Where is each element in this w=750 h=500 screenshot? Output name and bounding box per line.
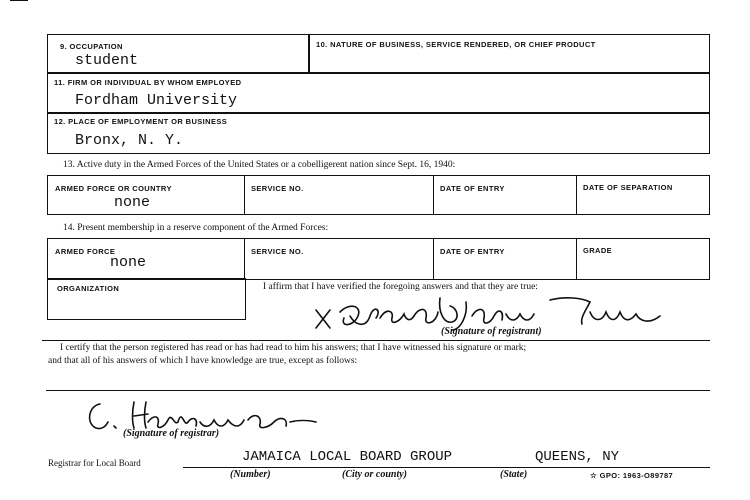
- place-of-employment-value: Bronx, N. Y.: [75, 132, 184, 149]
- q13-col-force: ARMED FORCE OR COUNTRY: [55, 184, 172, 193]
- q14-col-entry: DATE OF ENTRY: [440, 247, 505, 256]
- corner-mark: [10, 0, 28, 1]
- q14-col-divider-2: [433, 238, 434, 280]
- q13-force-value: none: [114, 194, 151, 211]
- signature-registrar-caption: (Signature of registrar): [123, 428, 220, 439]
- caption-city: (City or county): [342, 469, 407, 480]
- certify-line2: and that all of his answers of which I have knowledge are true, except as follows:: [48, 356, 358, 366]
- q14-col-divider-1: [244, 238, 245, 280]
- registrar-signature: [84, 398, 334, 432]
- q13-col-divider-1: [244, 175, 245, 215]
- gpo-note: ☆ GPO: 1963-O89787: [590, 471, 674, 480]
- q14-col-service: SERVICE NO.: [251, 247, 304, 256]
- except-line: [46, 390, 710, 391]
- certify-separator: [42, 340, 710, 341]
- signature-registrant-caption: (Signature of registrant): [441, 326, 542, 337]
- q13-col-service: SERVICE NO.: [251, 184, 304, 193]
- place-of-employment-label: 12. PLACE OF EMPLOYMENT OR BUSINESS: [54, 117, 228, 126]
- q13-text: 13. Active duty in the Armed Forces of the United States or a cobelligerent nation since Sept. 16, 1940:: [63, 160, 456, 170]
- q14-force-value: none: [110, 254, 147, 271]
- certify-line1: I certify that the person registered has read or has had read to him his answers; that I have witnessed his signature or mark;: [60, 343, 527, 353]
- board-underline: [183, 467, 710, 468]
- employer-label: 11. FIRM OR INDIVIDUAL BY WHOM EMPLOYED: [54, 78, 242, 87]
- affirm-text: I affirm that I have verified the foregoing answers and that they are true:: [263, 282, 538, 292]
- q13-col-divider-3: [576, 175, 577, 215]
- state-value: QUEENS, NY: [535, 449, 620, 465]
- q14-col-grade: GRADE: [583, 246, 613, 255]
- employer-value: Fordham University: [75, 92, 238, 109]
- q14-col-divider-3: [576, 238, 577, 280]
- q14-text: 14. Present membership in a reserve component of the Armed Forces:: [63, 223, 329, 233]
- registrar-label: Registrar for Local Board: [48, 458, 141, 468]
- organization-label: ORGANIZATION: [57, 284, 120, 293]
- board-value: JAMAICA LOCAL BOARD GROUP: [242, 449, 453, 465]
- caption-number: (Number): [230, 469, 271, 480]
- occupation-label: 9. OCCUPATION: [60, 42, 123, 51]
- q13-col-entry: DATE OF ENTRY: [440, 184, 505, 193]
- q13-col-separation: DATE OF SEPARATION: [583, 183, 673, 192]
- caption-state: (State): [500, 469, 528, 480]
- q14-table: [47, 238, 710, 280]
- q14-col-force: ARMED FORCE: [55, 247, 116, 256]
- occupation-value: student: [75, 52, 139, 69]
- nature-of-business-label: 10. NATURE OF BUSINESS, SERVICE RENDERED, OR CHIEF PRODUCT: [316, 40, 596, 49]
- q13-col-divider-2: [433, 175, 434, 215]
